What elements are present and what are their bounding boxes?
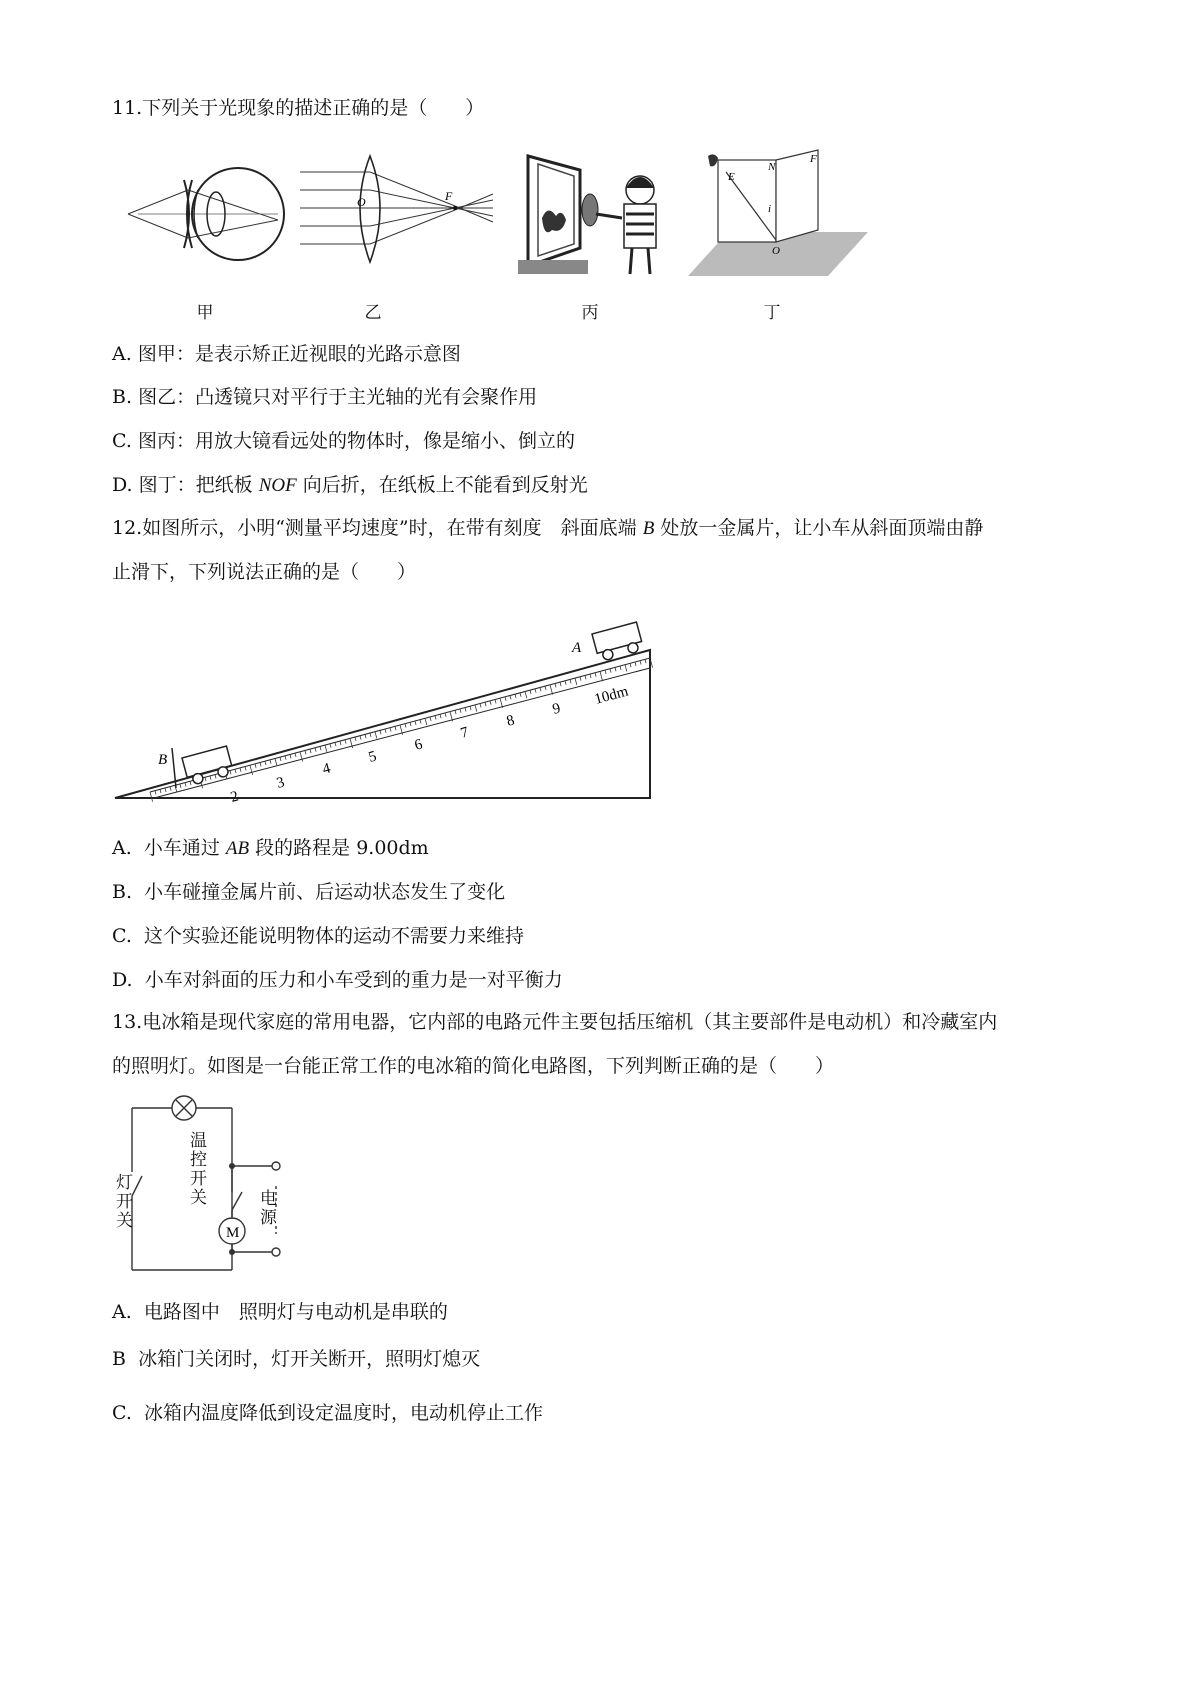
label-power-source: 电源	[260, 1189, 277, 1228]
ruler-tick-mark	[430, 717, 431, 721]
ruler-tick-mark	[390, 728, 391, 732]
ruler-tick-mark	[465, 708, 466, 712]
ruler-tick-mark	[345, 740, 346, 744]
ruler-tick-mark	[510, 696, 511, 700]
q11-option-c[interactable]: C. 图丙：用放大镜看远处的物体时，像是缩小、倒立的	[112, 430, 575, 452]
ruler-tick-9: 9	[550, 700, 563, 718]
ruler-tick-mark	[405, 724, 406, 728]
ruler-tick-mark	[355, 737, 356, 741]
ruler-tick-mark	[445, 713, 446, 717]
ruler-tick-mark	[255, 764, 256, 768]
ruler-tick-mark	[415, 721, 416, 725]
ruler-tick-mark	[550, 685, 553, 695]
ruler-tick-mark	[545, 686, 546, 690]
ruler-tick-7: 7	[458, 724, 471, 742]
q13-option-c[interactable]: C. 冰箱内温度降低到设定温度时，电动机停止工作	[112, 1402, 544, 1424]
ruler-tick-mark	[610, 669, 611, 673]
figure-reflection-boards	[688, 148, 873, 283]
ruler-tick-mark	[240, 768, 241, 772]
q12-stem-line1: 12.如图所示，小明“测量平均速度”时，在带有刻度 斜面底端 B 处放一金属片，让小车从斜面顶端由静	[112, 517, 984, 539]
label-ramp-b: B	[158, 752, 168, 768]
label-ramp-a: A	[572, 640, 582, 656]
ruler-tick-mark	[280, 757, 281, 761]
ruler-tick-mark	[530, 690, 531, 694]
ruler-tick-mark	[395, 726, 396, 730]
ruler-tick-mark	[180, 784, 181, 788]
ruler-tick-mark	[305, 750, 306, 754]
q12-option-a[interactable]: A. 小车通过 AB 段的路程是 9.00dm	[112, 837, 429, 859]
ruler-tick-mark	[370, 733, 371, 737]
ruler-tick-mark	[210, 776, 211, 780]
ruler-tick-mark	[330, 744, 331, 748]
figure-inclined-ramp	[110, 612, 660, 807]
ruler-tick-mark	[490, 701, 491, 705]
ruler-tick-mark	[630, 663, 631, 667]
ruler-tick-mark	[520, 693, 521, 697]
ruler-tick-mark	[620, 666, 621, 670]
ruler-tick-mark	[385, 729, 386, 733]
q12-option-d[interactable]: D. 小车对斜面的压力和小车受到的重力是一对平衡力	[112, 969, 563, 991]
ruler-tick-4: 4	[320, 760, 333, 778]
ruler-tick-mark	[295, 753, 296, 757]
ruler-tick-mark	[635, 662, 636, 666]
ruler-tick-mark	[250, 765, 253, 775]
ruler-tick-mark	[640, 661, 641, 665]
q13-option-b[interactable]: B 冰箱门关闭时，灯开关断开，照明灯熄灭	[112, 1348, 481, 1370]
ruler-tick-mark	[410, 722, 411, 726]
figure-convex-lens	[295, 150, 505, 280]
caption-yi: 乙	[364, 303, 382, 323]
ruler-tick-mark	[270, 760, 271, 764]
label-board-n: N	[768, 161, 776, 173]
q13-stem-line1: 13.电冰箱是现代家庭的常用电器，它内部的电路元件主要包括压缩机（其主要部件是电动机）和冷藏室内	[112, 1011, 998, 1033]
ruler-tick-mark	[235, 769, 236, 773]
q12-option-b[interactable]: B. 小车碰撞金属片前、后运动状态发生了变化	[112, 881, 506, 903]
ruler-tick-8: 8	[504, 712, 517, 730]
ruler-tick-mark	[570, 679, 571, 683]
q11-option-d[interactable]: D. 图丁：把纸板 NOF 向后折，在纸板上不能看到反射光	[112, 474, 588, 496]
ruler-tick-mark	[285, 756, 286, 760]
ruler-tick-5: 5	[366, 748, 379, 766]
ruler-tick-mark	[470, 706, 471, 710]
ruler-tick-mark	[290, 754, 291, 758]
label-focus-f: F	[445, 189, 453, 203]
figure-magnifier-boy	[518, 148, 678, 278]
ruler-tick-mark	[580, 677, 581, 681]
ruler-tick-mark	[215, 775, 216, 779]
q13-stem-line2: 的照明灯。如图是一台能正常工作的电冰箱的简化电路图，下列判断正确的是（ ）	[112, 1055, 835, 1077]
ruler-tick-mark	[540, 687, 541, 691]
ruler-tick-mark	[150, 792, 153, 802]
figure-eye-correction	[118, 150, 298, 280]
label-board-e: E	[728, 171, 735, 183]
caption-bing: 丙	[581, 303, 599, 323]
ruler-tick-mark	[190, 781, 191, 785]
label-motor-m: M	[226, 1225, 240, 1241]
ruler-tick-mark	[595, 673, 596, 677]
ruler-tick-mark	[575, 678, 577, 685]
label-board-o: O	[772, 245, 780, 257]
ruler-tick-mark	[460, 709, 461, 713]
ruler-tick-mark	[615, 667, 616, 671]
ruler-tick-3: 3	[274, 774, 287, 792]
ruler-tick-mark	[185, 783, 186, 787]
ruler-tick-mark	[245, 767, 246, 771]
ruler-tick-mark	[625, 665, 627, 672]
label-lamp-switch: 灯开关	[116, 1173, 133, 1231]
ruler-tick-mark	[525, 692, 527, 699]
q13-option-a[interactable]: A. 电路图中 照明灯与电动机是串联的	[112, 1301, 448, 1323]
ruler-tick-mark	[440, 714, 441, 718]
ruler-tick-mark	[265, 761, 266, 765]
ruler-tick-2: 2	[228, 788, 241, 806]
ruler-tick-mark	[170, 787, 171, 791]
q12-option-c[interactable]: C. 这个实验还能说明物体的运动不需要力来维持	[112, 925, 525, 947]
ruler-tick-mark	[315, 748, 316, 752]
ruler-tick-mark	[425, 718, 427, 725]
ruler-tick-mark	[505, 697, 506, 701]
ruler-tick-mark	[310, 749, 311, 753]
label-lens-o: O	[357, 195, 366, 209]
ruler-tick-mark	[335, 742, 336, 746]
caption-ding: 丁	[763, 303, 781, 323]
ruler-tick-6: 6	[412, 736, 425, 754]
q11-option-a[interactable]: A. 图甲：是表示矫正近视眼的光路示意图	[112, 343, 461, 365]
q11-stem: 11.下列关于光现象的描述正确的是（ ）	[112, 97, 485, 119]
ruler-tick-mark	[600, 671, 603, 681]
ruler-tick-mark	[605, 670, 606, 674]
ruler-tick-mark	[340, 741, 341, 745]
ruler-tick-mark	[420, 720, 421, 724]
ruler-tick-mark	[555, 683, 556, 687]
ruler-tick-mark	[360, 736, 361, 740]
ruler-tick-mark	[435, 716, 436, 720]
caption-jia: 甲	[196, 303, 214, 323]
ruler-tick-mark	[160, 789, 161, 793]
ruler-tick-mark	[535, 689, 536, 693]
figure-fridge-circuit	[110, 1092, 310, 1284]
ruler-tick-mark	[480, 704, 481, 708]
q11-option-b[interactable]: B. 图乙：凸透镜只对平行于主光轴的光有会聚作用	[112, 386, 538, 408]
label-temp-switch: 温控开关	[190, 1131, 207, 1208]
ruler-tick-mark	[515, 694, 516, 698]
q12-stem-line2: 止滑下，下列说法正确的是（ ）	[112, 561, 417, 583]
ruler-tick-mark	[230, 771, 231, 775]
ruler-tick-mark	[560, 682, 561, 686]
ruler-tick-mark	[475, 705, 477, 712]
ruler-tick-mark	[585, 675, 586, 679]
ruler-tick-mark	[500, 698, 503, 708]
ruler-tick-mark	[365, 734, 366, 738]
ruler-tick-mark	[495, 700, 496, 704]
ruler-tick-mark	[155, 791, 156, 795]
ruler-tick-10dm: 10dm	[592, 683, 631, 708]
ruler-tick-mark	[590, 674, 591, 678]
ruler-tick-mark	[165, 788, 166, 792]
ruler-tick-mark	[380, 730, 381, 734]
ruler-tick-mark	[455, 710, 456, 714]
ruler-tick-mark	[205, 777, 206, 781]
ruler-tick-mark	[260, 763, 261, 767]
ruler-tick-mark	[275, 759, 277, 766]
ruler-tick-mark	[325, 745, 327, 752]
ruler-tick-mark	[320, 746, 321, 750]
ruler-tick-mark	[485, 702, 486, 706]
ruler-tick-mark	[645, 659, 646, 663]
label-board-i: i	[768, 203, 772, 215]
label-board-f: F	[810, 153, 817, 165]
ruler-tick-mark	[565, 681, 566, 685]
ruler-tick-mark	[375, 732, 377, 739]
